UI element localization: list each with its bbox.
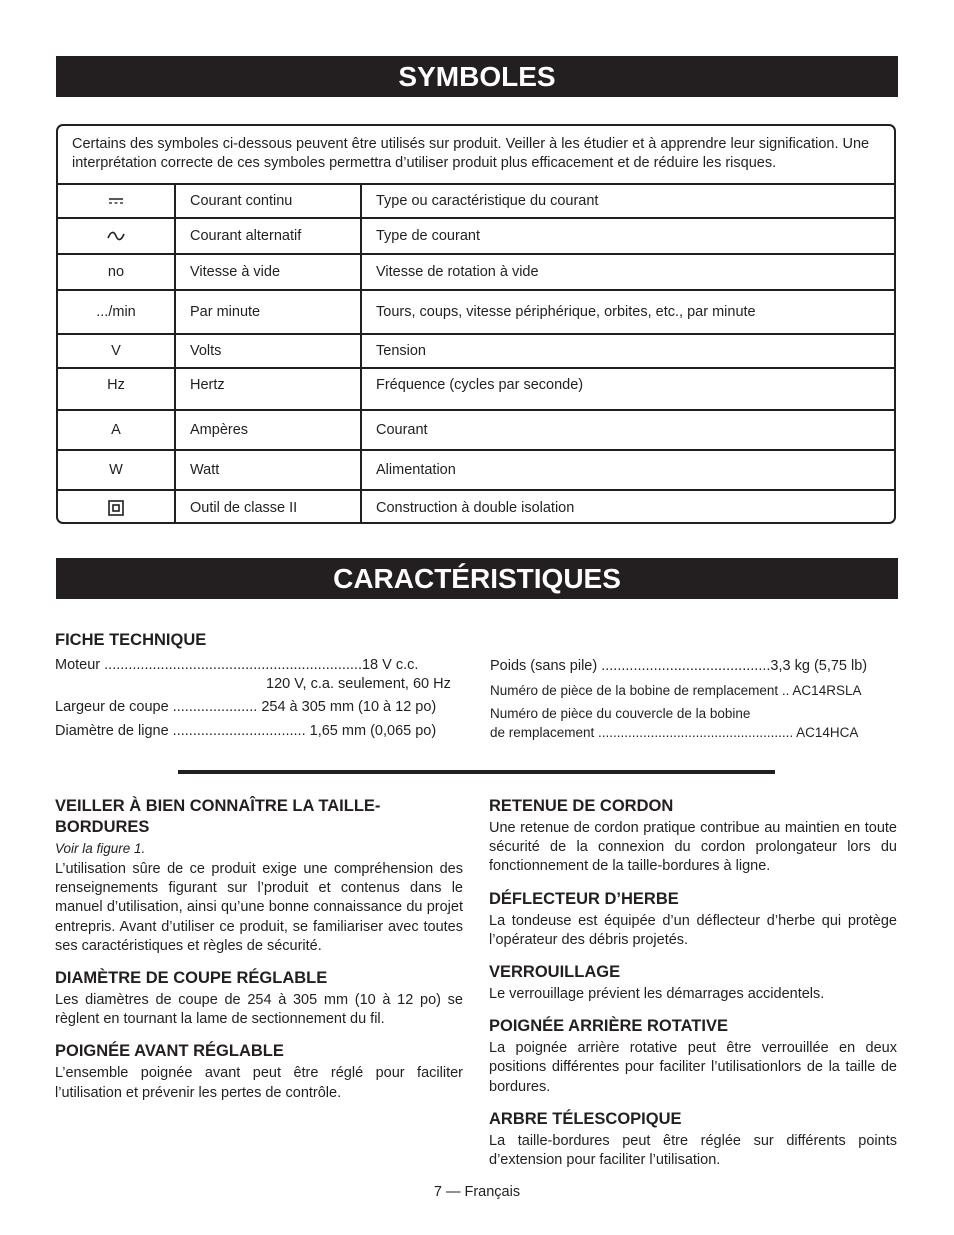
symbol-meaning: Alimentation bbox=[376, 462, 456, 478]
section-title: ARBRE TÉLESCOPIQUE bbox=[489, 1109, 682, 1128]
class-ii-tool-icon bbox=[108, 500, 124, 516]
symbol-name: Outil de classe II bbox=[176, 491, 362, 524]
symbols-table bbox=[56, 124, 896, 524]
symbol-name: Courant continu bbox=[176, 185, 362, 217]
symbol-row bbox=[58, 253, 896, 289]
spec-line: de remplacement .................................................... AC14HCA bbox=[490, 725, 859, 740]
spec-line: Diamètre de ligne ................................. 1,65 mm (0,065 po) bbox=[55, 723, 437, 739]
section-title: DÉFLECTEUR D’HERBE bbox=[489, 889, 679, 908]
symbol-name: Vitesse à vide bbox=[176, 255, 362, 289]
symbol-meaning: Type ou caractéristique du courant bbox=[376, 193, 599, 209]
symbol-cell bbox=[58, 219, 176, 253]
section-title: POIGNÉE AVANT RÉGLABLE bbox=[55, 1042, 284, 1061]
section-body: L’utilisation sûre de ce produit exige une compréhension des renseignements figurant sur l’produit et contenus dans le manuel d’utilisation, ainsi qu’une bonne connaissance du projet entrepris. Avant d’utiliser ce produit, se familiariser avec toutes ses caractéristiques et règles de sécurité. bbox=[55, 861, 463, 954]
symbol-meaning: Tension bbox=[376, 343, 426, 359]
symbol-name: Watt bbox=[176, 451, 362, 489]
symbol-row bbox=[58, 333, 896, 367]
symbol-meaning: Courant bbox=[376, 422, 428, 438]
divider bbox=[178, 770, 775, 774]
section-title: DIAMÈTRE DE COUPE RÉGLABLE bbox=[55, 969, 328, 988]
symbol-hertz: Hz bbox=[58, 369, 176, 409]
section-body: La tondeuse est équipée d’un déflecteur d’herbe qui protège l’opérateur des débris projetés. bbox=[489, 912, 897, 948]
section-body: Les diamètres de coupe de 254 à 305 mm (10 à 12 po) se règlent en tournant la lame de sectionnement du fil. bbox=[55, 992, 463, 1028]
spec-line: Largeur de coupe ..................... 254 à 305 mm (10 à 12 po) bbox=[55, 699, 437, 715]
symbol-meaning: Type de courant bbox=[376, 228, 480, 244]
symbols-intro: Certains des symboles ci-dessous peuvent être utilisés sur produit. Veiller à les étudier et à apprendre leur signification. Une interprétation correcte de ces symboles permettra d’utiliser produit plus efficacement et de réduire les risques. bbox=[72, 136, 870, 171]
left-column bbox=[55, 796, 463, 1115]
symbol-row bbox=[58, 217, 896, 253]
right-column bbox=[489, 796, 897, 1182]
spec-line: 120 V, c.a. seulement, 60 Hz bbox=[266, 676, 451, 692]
specs-heading: CARACTÉRISTIQUES bbox=[56, 558, 898, 599]
symbol-name: Par minute bbox=[176, 291, 362, 333]
symbol-no-speed: no bbox=[58, 255, 176, 289]
symbol-row bbox=[58, 367, 896, 409]
symbols-heading: SYMBOLES bbox=[56, 56, 898, 97]
symbol-row bbox=[58, 289, 896, 333]
direct-current-icon bbox=[108, 197, 124, 205]
alternating-current-icon bbox=[107, 230, 125, 242]
section-title: VEILLER À BIEN CONNAÎTRE LA TAILLE-BORDURES bbox=[55, 797, 381, 836]
section-title: RETENUE DE CORDON bbox=[489, 797, 674, 815]
symbol-amperes: A bbox=[58, 411, 176, 449]
spec-line: Numéro de pièce du couvercle de la bobine bbox=[490, 706, 751, 721]
specs-subheading: FICHE TECHNIQUE bbox=[55, 631, 207, 649]
symbol-row bbox=[58, 183, 896, 217]
symbol-row bbox=[58, 449, 896, 489]
symbol-name: Courant alternatif bbox=[176, 219, 362, 253]
page-footer: 7 — Français bbox=[433, 1184, 521, 1200]
symbol-row bbox=[58, 489, 896, 524]
spec-line: Moteur ................................................................18 V c.c. bbox=[55, 657, 419, 673]
symbol-volts: V bbox=[58, 335, 176, 367]
figure-note: Voir la figure 1. bbox=[55, 841, 146, 856]
section-title: VERROUILLAGE bbox=[489, 963, 621, 982]
section-body: L’ensemble poignée avant peut être réglé pour faciliter l’utilisation et prévenir les pertes de contrôle. bbox=[55, 1065, 463, 1101]
symbol-name: Volts bbox=[176, 335, 362, 367]
symbol-watt: W bbox=[58, 451, 176, 489]
section-body: Le verrouillage prévient les démarrages accidentels. bbox=[489, 986, 825, 1003]
symbol-name: Hertz bbox=[176, 369, 362, 409]
section-body: Une retenue de cordon pratique contribue au maintien en toute sécurité de la connexion du cordon prolongateur lors du fonctionnement de la taille-bordures à ligne. bbox=[489, 820, 897, 875]
section-body: La poignée arrière rotative peut être verrouillée en deux positions différentes pour faciliter l’utilisationlors de la taille de bordures. bbox=[489, 1040, 897, 1095]
symbol-name: Ampères bbox=[176, 411, 362, 449]
symbol-cell bbox=[58, 491, 176, 524]
symbol-meaning: Construction à double isolation bbox=[376, 499, 575, 516]
symbol-cell bbox=[58, 185, 176, 217]
section-title: POIGNÉE ARRIÈRE ROTATIVE bbox=[489, 1017, 728, 1036]
symbol-meaning: Vitesse de rotation à vide bbox=[376, 264, 539, 280]
symbol-per-minute: .../min bbox=[58, 291, 176, 333]
spec-line: Numéro de pièce de la bobine de remplacement .. AC14RSLA bbox=[490, 683, 862, 698]
section-body: La taille-bordures peut être réglée sur différents points d’extension pour faciliter l’utilisation. bbox=[489, 1132, 897, 1169]
symbol-meaning: Fréquence (cycles par seconde) bbox=[376, 377, 584, 393]
symbol-row bbox=[58, 409, 896, 449]
spec-line: Poids (sans pile) ..........................................3,3 kg (5,75 lb) bbox=[490, 658, 868, 674]
symbol-meaning: Tours, coups, vitesse périphérique, orbites, etc., par minute bbox=[376, 304, 756, 320]
